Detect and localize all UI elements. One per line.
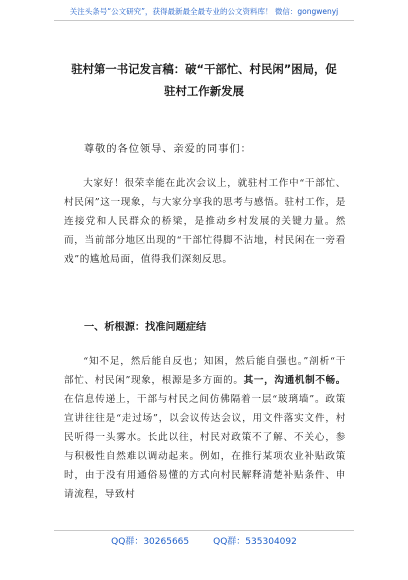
footer-divider: [54, 530, 354, 531]
footer-qq-group-1: QQ群：30265665: [111, 537, 190, 547]
section-heading: 一、析根源：找准问题症结: [84, 322, 207, 333]
header-banner: 关注头条号“公文研究”，获得最新最全最专业的公文资料库！ 微信：gongwenyj: [69, 7, 339, 16]
document-title: 驻村第一书记发言稿：破“干部忙、村民闲”困局，促驻村工作新发展: [71, 62, 337, 98]
body-rest-text: 在信息传递上，干部与村民之间仿佛隔着一层“玻璃墙”。政策宣讲往往是“走过场”，以会议传达会议，用文件落实文件，村民听得一头雾水。长此以往，村民对政策不了解、不关心，参与积极性自然难以调动起来。例如，在推行某项农业补贴政策时，由于没有用通俗易懂的方式向村民解释清楚补贴条件、申请流程，导致村: [64, 394, 346, 500]
intro-paragraph: 大家好！很荣幸能在此次会议上，就驻村工作中“干部忙、村民闲”这一现象，与大家分享我的思考与感悟。驻村工作，是连接党和人民群众的桥梁，是推动乡村发展的关键力量。然而，当前部分地区出现的“干部忙得脚不沾地，村民闲在一旁看戏”的尴尬局面，值得我们深刻反思。: [64, 178, 346, 265]
footer-qq-group-2: QQ群：535304092: [213, 537, 297, 547]
salutation: 尊敬的各位领导、亲爱的同事们：: [84, 144, 252, 155]
body-lead-text: “知不足，然后能自反也；知困，然后能自强也。”剖析“干部忙、村民闲”现象，根源是多方面的。: [64, 356, 346, 386]
footer-contact: [0, 534, 408, 547]
body-emphasis-text: 其一，沟通机制不畅。: [243, 375, 346, 386]
header-divider: [54, 20, 354, 21]
body-paragraph: [64, 352, 346, 504]
